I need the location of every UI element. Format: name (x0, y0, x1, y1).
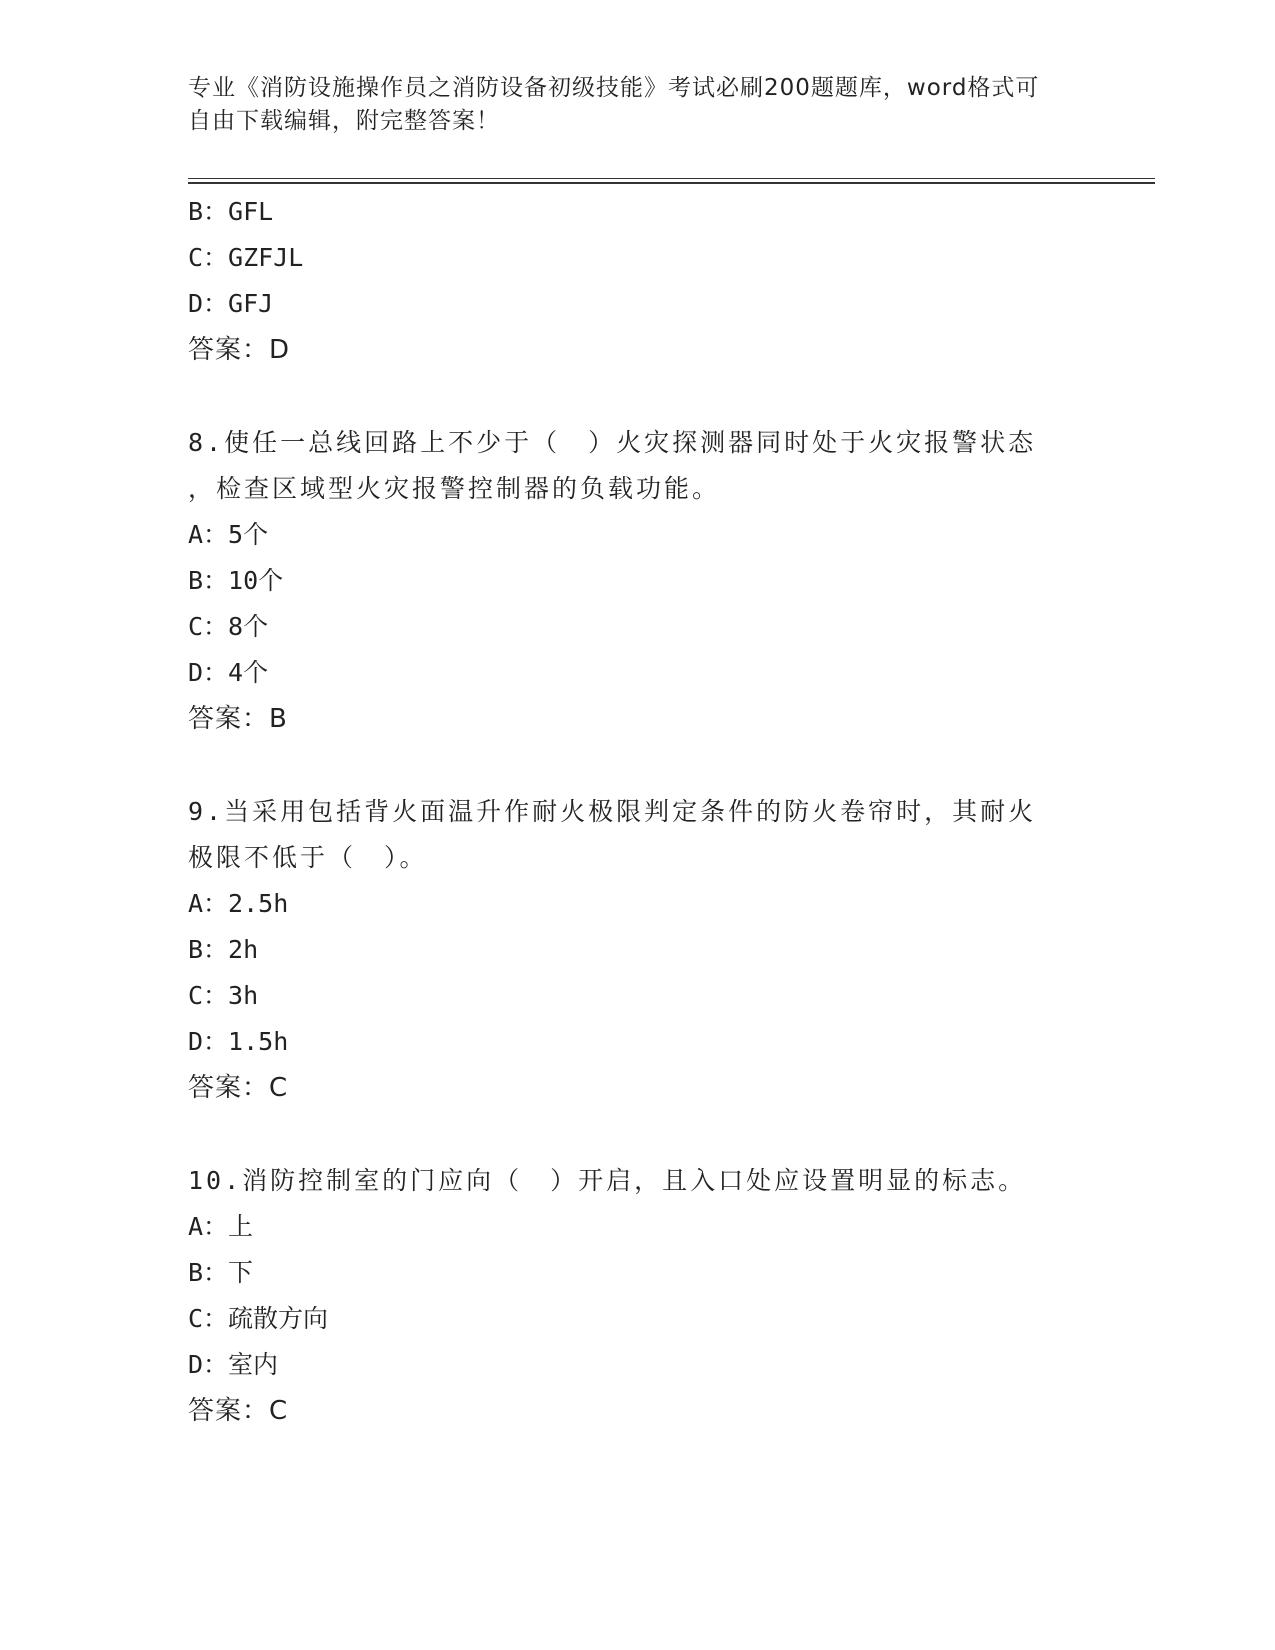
option-c: C：疏散方向 (188, 1304, 329, 1333)
option-c: C：8个 (188, 612, 269, 641)
answer-line: 答案：C (188, 1396, 289, 1426)
option-b: B：GFL (188, 197, 274, 226)
answer-line: 答案：D (188, 335, 291, 365)
spacer (188, 742, 1088, 789)
option-b: B：10个 (188, 566, 284, 595)
option-d: D：1.5h (188, 1027, 289, 1056)
question-text-line: ，检查区域型火灾报警控制器的负载功能。 (188, 474, 721, 503)
question-text-line: 极限不低于（ ）。 (188, 843, 428, 872)
header-divider-thick (188, 182, 1155, 184)
option-d: D：GFJ (188, 289, 274, 318)
header-line-1: 专业《消防设施操作员之消防设备初级技能》考试必刷200题题库，word格式可 (188, 75, 1040, 101)
option-a: A：上 (188, 1212, 254, 1241)
option-a: A：2.5h (188, 889, 289, 918)
option-b: B：2h (188, 935, 259, 964)
header-line-2: 自由下载编辑，附完整答案！ (188, 108, 500, 134)
question-8 (188, 420, 1088, 742)
question-9 (188, 789, 1088, 1111)
question-text-line: 9.当采用包括背火面温升作耐火极限判定条件的防火卷帘时，其耐火 (188, 797, 1037, 826)
question-7-continued (188, 189, 1088, 373)
question-text-line: 10.消防控制室的门应向（ ）开启，且入口处应设置明显的标志。 (188, 1166, 1027, 1195)
spacer (188, 373, 1088, 420)
document-body (188, 189, 1088, 1434)
question-10 (188, 1158, 1088, 1434)
option-d: D：室内 (188, 1350, 279, 1379)
option-d: D：4个 (188, 658, 269, 687)
answer-line: 答案：C (188, 1073, 289, 1103)
spacer (188, 1111, 1088, 1158)
option-a: A：5个 (188, 520, 269, 549)
question-text-line: 8.使任一总线回路上不少于（ ）火灾探测器同时处于火灾报警状态 (188, 428, 1037, 457)
document-header (188, 72, 1068, 138)
option-b: B：下 (188, 1258, 254, 1287)
header-divider-thin (188, 178, 1155, 179)
option-c: C：3h (188, 981, 259, 1010)
option-c: C：GZFJL (188, 243, 304, 272)
answer-line: 答案：B (188, 704, 288, 734)
